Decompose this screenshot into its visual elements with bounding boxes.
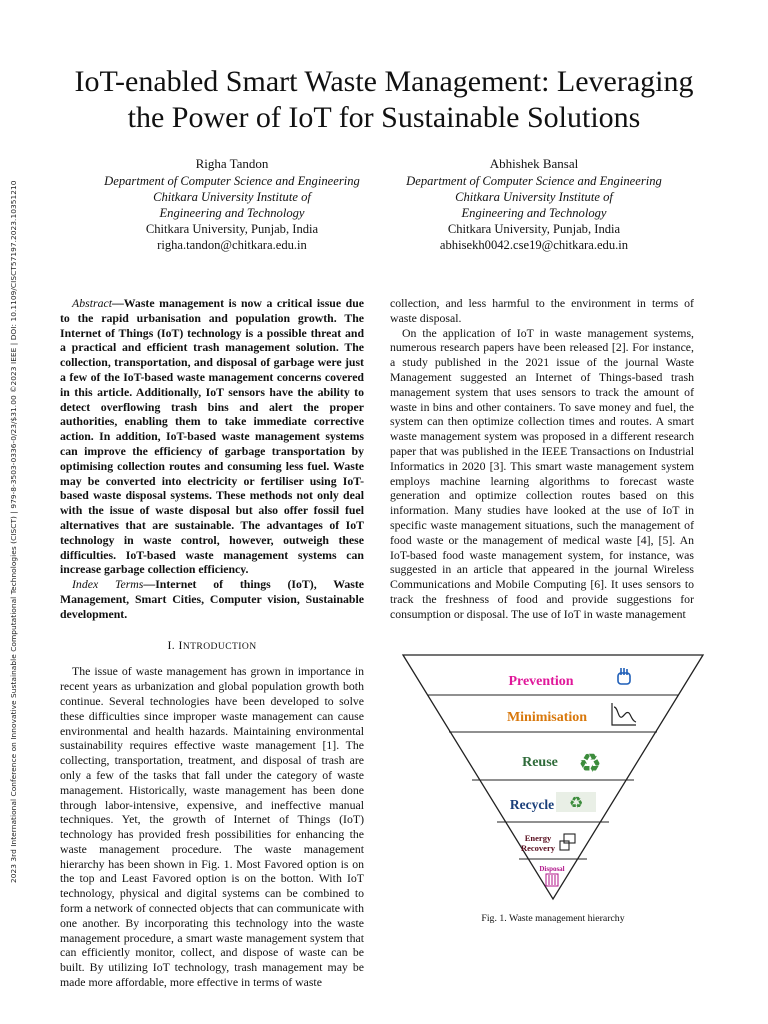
author-name: Abhishek Bansal <box>489 156 579 171</box>
figure-caption: Fig. 1. Waste management hierarchy <box>481 913 625 924</box>
level-energy: Energy <box>524 833 552 843</box>
intro-paragraph: The issue of waste management has grown in importance in recent years as urbanization and global population growth both continue. Several technologies have been developed to solve these difficulties since improper waste management can cause environmental and health hazards. Maintaining environmental sustainability requires effective waste management [1]. The collecting, transportation, treatment, and disposal of trash are only a few of the tasks that fall under the category of waste management. Historically, waste management has been done through labor-intensive, expensive, and ineffective manual techniques. Yet, the growth of Internet of Things (IoT) technology has provided fresh possibilities for enhancing the waste management procedure. The waste management hierarchy has been shown in Fig. 1. Most Favored option is on the top and Least Favored option is on the botton. With IoT technology, physical and digital systems can be combined to form a network of connected objects that can communicate with one another. By incorporating this technology into the waste management procedure, a smart waste management system that can efficiently monitor, collect, and dispose of waste can be built. By utilizing IoT technology, trash management may be made more affordable, more effective in terms of waste <box>60 664 364 990</box>
level-reuse: Reuse <box>522 755 558 770</box>
svg-text:♻: ♻ <box>568 793 584 812</box>
author-block-2 <box>364 156 704 253</box>
right-column <box>390 296 694 622</box>
hierarchy-triangle <box>403 655 703 899</box>
author-location: Chitkara University, Punjab, India <box>145 222 319 236</box>
abstract-text: —Waste management is now a critical issue due to the rapid urbanisation and population growth. The Internet of Things (IoT) technology is a possible threat and a practical and efficient trash management solution. The collection, transportation, and disposal of garbage were just a few of the IoT-based waste management concerns covered in this article. Additionally, IoT sensors have the ability to detect overflowing trash bins and alert the proper authorities, enabling them to take immediate corrective action. In addition, IoT-based waste management systems can improve the efficiency of garbage transportation by optimising collection routes and consuming less fuel. Waste may be converted into electricity or fertiliser using IoT-based waste disposal systems. These methods not only deal with the issue of waste disposal but also offer fossil fuel alternatives that are sustainable. The advantages of IoT technology in waste control, however, outweigh these difficulties. IoT-based waste management systems can increase garbage collection efficiency. <box>60 296 364 577</box>
author-department: Department of Computer Science and Engineering <box>104 174 360 188</box>
title-line-1: IoT-enabled Smart Waste Management: Leveraging <box>74 65 694 98</box>
recycle-bin-icon <box>556 792 596 812</box>
left-column <box>60 296 364 990</box>
author-email[interactable]: righa.tandon@chitkara.edu.in <box>157 238 307 252</box>
author-name: Righa Tandon <box>195 156 269 171</box>
author-department: Department of Computer Science and Engineering <box>406 174 662 188</box>
level-recovery: Recovery <box>521 843 555 853</box>
index-terms-text: —Internet of things (IoT), Waste Management, Smart Cities, Computer vision, Sustainable development. <box>60 577 365 621</box>
right-paragraph-1: collection, and less harmful to the environment in terms of waste disposal. <box>390 296 694 325</box>
author-institute-line2: Engineering and Technology <box>159 206 305 220</box>
author-email[interactable]: abhisekh0042.cse19@chitkara.edu.in <box>439 238 629 252</box>
section-heading-introduction: I. INTRODUCTION <box>167 637 257 652</box>
index-terms-label: Index Terms <box>72 577 144 592</box>
recycle-icon: ♻ <box>578 749 602 779</box>
level-recycle: Recycle <box>509 797 555 812</box>
abstract-label: Abstract <box>72 296 112 310</box>
author-institute-line1: Chitkara University Institute of <box>153 190 311 204</box>
author-institute-line1: Chitkara University Institute of <box>455 190 613 204</box>
level-disposal: Disposal <box>539 865 565 873</box>
right-paragraph-2: On the application of IoT in waste management systems, numerous research papers have been released [2]. For instance, a study published in the 2021 issue of the journal Waste Management suggested an Internet of Things-based trash management system that uses sensors to track the amount of waste in bins and other containers. To save money and fuel, the system can then optimize collection times and routes. A smart waste management system was proposed in a different research paper that was published in the IEEE Transactions on Industrial Informatics in 2020 [3]. This smart waste management system employs machine learning algorithms to forecast waste generation and optimize collection routes based on this information. Many studies have looked at the use of IoT in specific waste management situations, such the management of food waste or the management of medical waste [4], [5]. An IoT-based food waste management system, for instance, was suggested in an article that appeared in the journal Wireless Communications and Mobile Computing [6]. It uses sensors to track the freshness of food and provide suggestions for consumption or disposal. The use of IoT in waste management <box>390 325 694 621</box>
doi-sidebar: 2023 3rd International Conference on Innovative Sustainable Computational Technologies (CISCT) | 979-8-3503-0336-0/23/$31.00 ©2023 IEEE | DOI: 10.1109/CISCT57197.2023.10351210 <box>9 180 18 883</box>
title-line-2: the Power of IoT for Sustainable Solutions <box>127 101 641 134</box>
level-prevention: Prevention <box>508 674 574 689</box>
author-block-1 <box>62 156 402 253</box>
level-minimisation: Minimisation <box>506 710 588 725</box>
paper-title <box>40 64 728 136</box>
author-location: Chitkara University, Punjab, India <box>447 222 621 236</box>
index-terms <box>60 577 364 621</box>
author-institute-line2: Engineering and Technology <box>461 206 607 220</box>
waste-hierarchy-figure <box>400 652 706 902</box>
abstract <box>60 296 364 577</box>
